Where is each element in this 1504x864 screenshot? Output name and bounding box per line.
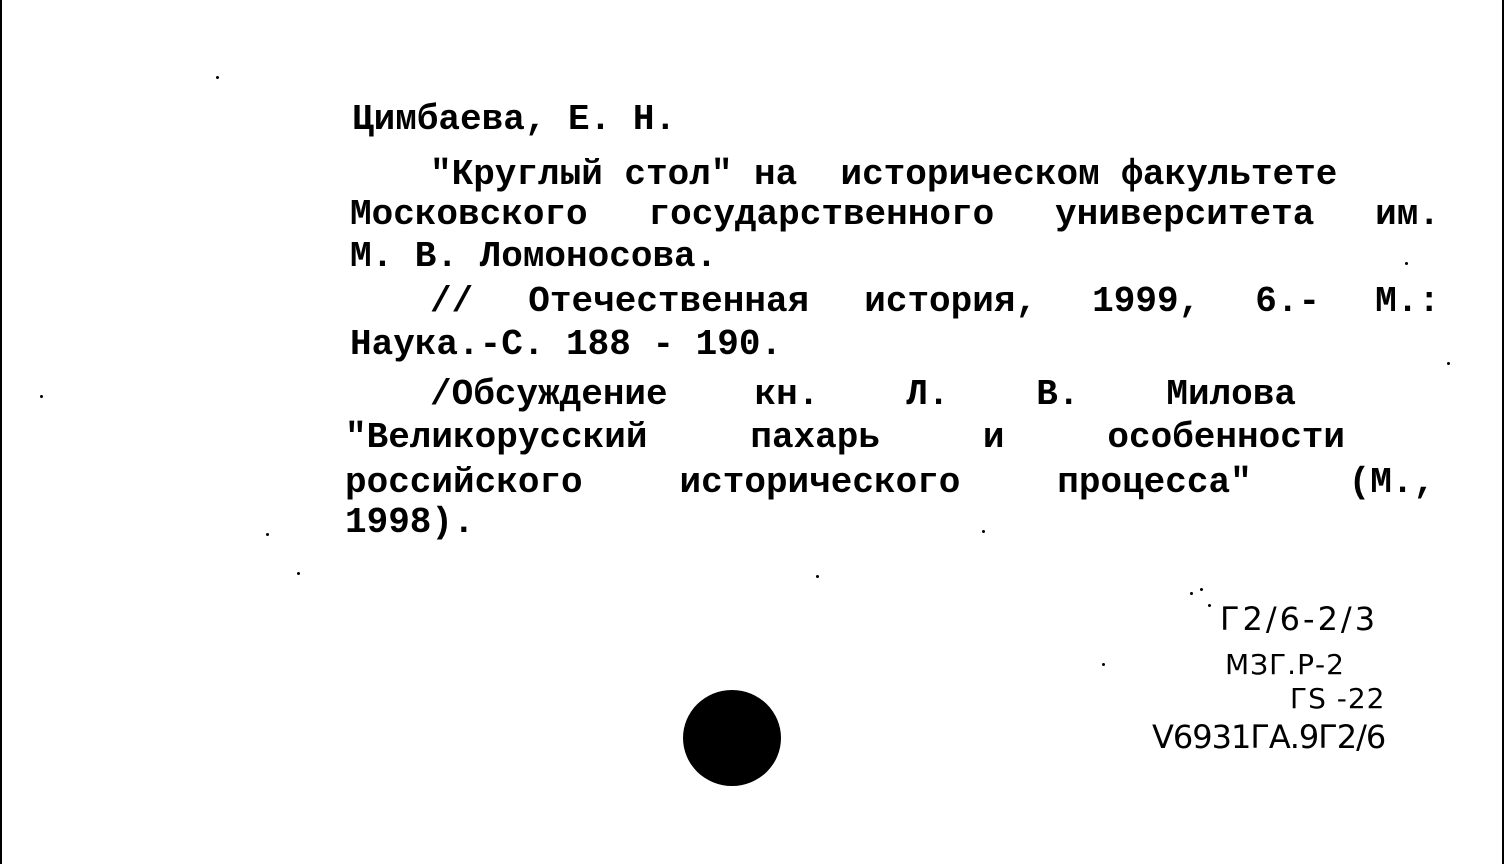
scan-speck: [40, 395, 43, 398]
scan-speck: [816, 575, 819, 578]
scan-speck: [1200, 588, 1203, 591]
scan-speck: [1102, 663, 1105, 666]
note-line-1: /Обсуждение кн. Л. В. Милова: [430, 374, 1296, 415]
scan-speck: [1447, 362, 1450, 365]
shelfmark-line-4: V6931ГА.9Г2/6: [1152, 718, 1386, 756]
note-line-3: российского исторического процесса" (М.,: [345, 462, 1435, 503]
title-line-3: М. В. Ломоносова.: [350, 236, 718, 277]
scan-speck: [1190, 592, 1193, 595]
shelfmark-line-2: МЗГ.Р-2: [1225, 648, 1345, 681]
scan-speck: [982, 530, 985, 533]
scan-speck: [297, 572, 300, 575]
source-line-1: // Отечественная история, 1999, 6.- М.:: [430, 281, 1440, 322]
card-left-edge: [0, 0, 2, 864]
scan-speck: [1405, 262, 1408, 265]
author-name: Цимбаева, Е. Н.: [352, 99, 677, 140]
scan-speck: [216, 76, 219, 79]
note-line-4: 1998).: [345, 502, 475, 543]
shelfmark-line-1: Г2/6-2/3: [1220, 600, 1379, 638]
title-line-1: "Круглый стол" на историческом факультете: [430, 154, 1338, 195]
note-line-2: "Великорусский пахарь и особенности: [345, 417, 1345, 458]
source-line-2: Наука.-С. 188 - 190.: [350, 324, 783, 365]
shelfmark-line-3: ГS -22: [1290, 682, 1386, 715]
punch-hole: [683, 690, 781, 786]
scan-speck: [1208, 604, 1211, 607]
title-line-2: Московского государственного университета им.: [350, 194, 1440, 235]
scan-speck: [266, 533, 269, 536]
